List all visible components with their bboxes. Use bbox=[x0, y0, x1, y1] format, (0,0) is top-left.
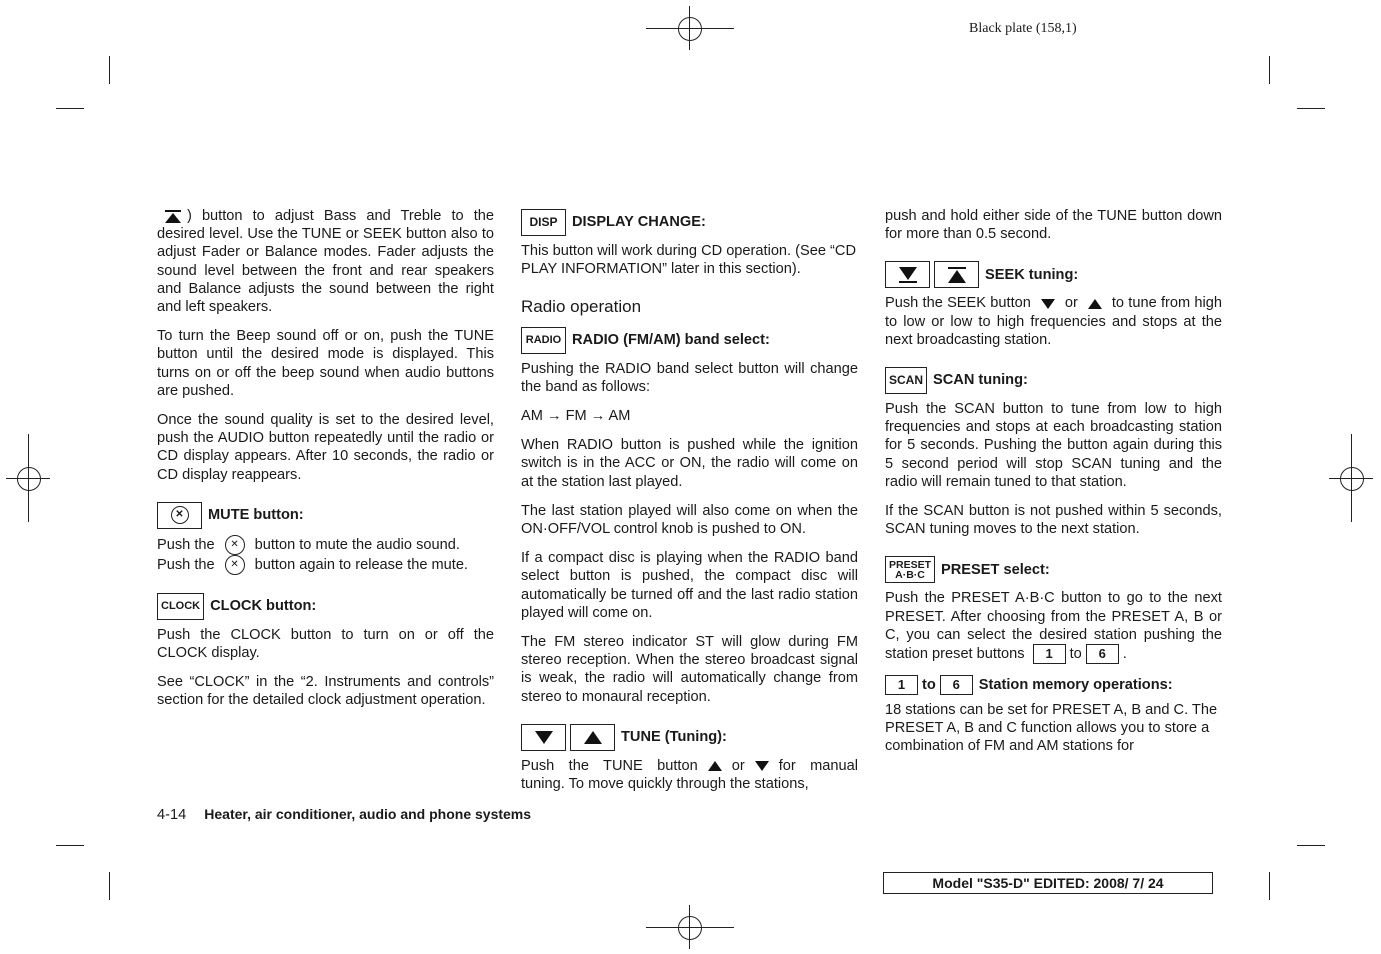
paragraph-radio-4: The last station played will also come on when the ON·OFF/VOL control knob is pushed to ON. bbox=[521, 502, 858, 538]
page-footer bbox=[157, 806, 531, 823]
model-edited-label: Model "S35-D" EDITED: 2008/ 7/ 24 bbox=[883, 872, 1213, 894]
tune-section-heading: TUNE (Tuning): bbox=[521, 724, 858, 751]
seek-up-icon bbox=[1088, 299, 1102, 309]
preset-section-heading: PRESET A·B·C PRESET select: bbox=[885, 556, 1222, 583]
tune-down-button bbox=[521, 724, 566, 751]
seek-section-heading: SEEK tuning: bbox=[885, 261, 1222, 288]
clock-button: CLOCK bbox=[157, 593, 204, 620]
mute-text: Push the ✕ button to mute the audio sound. Push the ✕ button again to release the mute. bbox=[157, 535, 494, 575]
radio-button: RADIO bbox=[521, 327, 566, 354]
paragraph-seek: Push the SEEK button or to tune from high to low or low to high frequencies and stops at the next broadcasting station. bbox=[885, 295, 1222, 348]
radio-operation-heading: Radio operation bbox=[521, 297, 642, 317]
paragraph-clock-2: See “CLOCK” in the “2. Instruments and controls” section for the detailed clock adjustment operation. bbox=[157, 674, 494, 709]
preset-button: PRESET A·B·C bbox=[885, 556, 935, 583]
down-arrow-icon bbox=[755, 761, 769, 771]
plate-label: Black plate (158,1) bbox=[969, 21, 1077, 36]
paragraph-scan-1: Push the SCAN button to tune from low to high frequencies and stops at each broadcasting station for 5 seconds. Pushing the button again during this 5 second period will stop SCAN tuning and the radio will remain tuned to that station. bbox=[885, 401, 1222, 490]
disp-section-heading: DISP DISPLAY CHANGE: bbox=[521, 209, 858, 236]
seek-down-icon bbox=[899, 267, 917, 280]
paragraph-preset: Push the PRESET A·B·C button to go to the next PRESET. After choosing from the PRESET A, B or C, you can select the desired station pushing the station preset buttons 1 to 6 . bbox=[885, 589, 1222, 664]
paragraph-radio-1: Pushing the RADIO band select button will change the band as follows: bbox=[521, 360, 858, 395]
paragraph-radio-2: AM → FM → AM bbox=[521, 408, 631, 425]
preset-button-6: 6 bbox=[1086, 644, 1119, 664]
seek-up-button bbox=[934, 261, 979, 288]
disp-button: DISP bbox=[521, 209, 566, 236]
paragraph-sound-quality: Once the sound quality is set to the desired level, push the AUDIO button repeatedly until the radio or CD display appears. After 10 seconds, the radio or CD display reappears. bbox=[157, 412, 494, 483]
paragraph-bass-treble: ) button to adjust Bass and Treble to the desired level. Use the TUNE or SEEK button also to adjust Fader or Balance modes. Fader adjusts the sound level between the front and rear speakers and Balance adjusts the sound between the right and left speakers. bbox=[157, 208, 494, 316]
seek-down-icon bbox=[1041, 299, 1055, 309]
up-arrow-icon bbox=[708, 761, 722, 771]
paragraph-memory: 18 stations can be set for PRESET A, B and C. The PRESET A, B and C function allows you to store a combination of FM and AM stations for bbox=[885, 702, 1218, 755]
clock-section-heading: CLOCK CLOCK button: bbox=[157, 593, 494, 620]
memory-section-heading: 1 to 6 Station memory operations: bbox=[885, 675, 1222, 695]
seek-up-icon bbox=[948, 270, 966, 283]
preset-button-1: 1 bbox=[885, 675, 918, 695]
radio-section-heading: RADIO RADIO (FM/AM) band select: bbox=[521, 327, 858, 354]
up-arrow-icon bbox=[584, 731, 602, 744]
mute-section-heading: ✕ MUTE button: bbox=[157, 502, 494, 529]
scan-section-heading: SCAN SCAN tuning: bbox=[885, 367, 1222, 394]
mute-icon: ✕ bbox=[171, 506, 189, 524]
page-number: 4-14 bbox=[157, 807, 187, 823]
seek-up-icon bbox=[165, 210, 181, 223]
paragraph-scan-2: If the SCAN button is not pushed within 5 seconds, SCAN tuning moves to the next station. bbox=[885, 503, 1222, 538]
paragraph-clock-1: Push the CLOCK button to turn on or off the CLOCK display. bbox=[157, 626, 494, 662]
paragraph-tune: Push the TUNE button or for manual tuning. To move quickly through the stations, bbox=[521, 757, 858, 793]
column-2 bbox=[521, 207, 858, 804]
preset-button-1: 1 bbox=[1033, 644, 1066, 664]
tune-up-button bbox=[570, 724, 615, 751]
seek-down-button bbox=[885, 261, 930, 288]
mute-icon: ✕ bbox=[225, 535, 245, 555]
mute-icon: ✕ bbox=[225, 555, 245, 575]
paragraph-radio-6: The FM stereo indicator ST will glow during FM stereo reception. When the stereo broadcast signal is weak, the radio will automatically change from stereo to monaural reception. bbox=[521, 634, 858, 705]
paragraph-radio-5: If a compact disc is playing when the RADIO band select button is pushed, the compact disc will automatically be turned off and the last radio station played will come on. bbox=[521, 550, 858, 621]
mute-button bbox=[157, 502, 202, 529]
column-1 bbox=[157, 207, 494, 721]
paragraph-disp: This button will work during CD operation. (See “CD PLAY INFORMATION” later in this section). bbox=[521, 243, 856, 278]
column-3 bbox=[885, 207, 1222, 767]
paragraph-tune-hold: push and hold either side of the TUNE button down for more than 0.5 second. bbox=[885, 208, 1222, 243]
down-arrow-icon bbox=[535, 731, 553, 744]
preset-button-6: 6 bbox=[940, 675, 973, 695]
scan-button: SCAN bbox=[885, 367, 927, 394]
section-title: Heater, air conditioner, audio and phone systems bbox=[204, 806, 532, 822]
paragraph-radio-3: When RADIO button is pushed while the ignition switch is in the ACC or ON, the radio will come on at the station last played. bbox=[521, 437, 858, 490]
paragraph-beep: To turn the Beep sound off or on, push the TUNE button until the desired mode is displayed. This turns on or off the beep sound when audio buttons are pushed. bbox=[157, 328, 494, 399]
